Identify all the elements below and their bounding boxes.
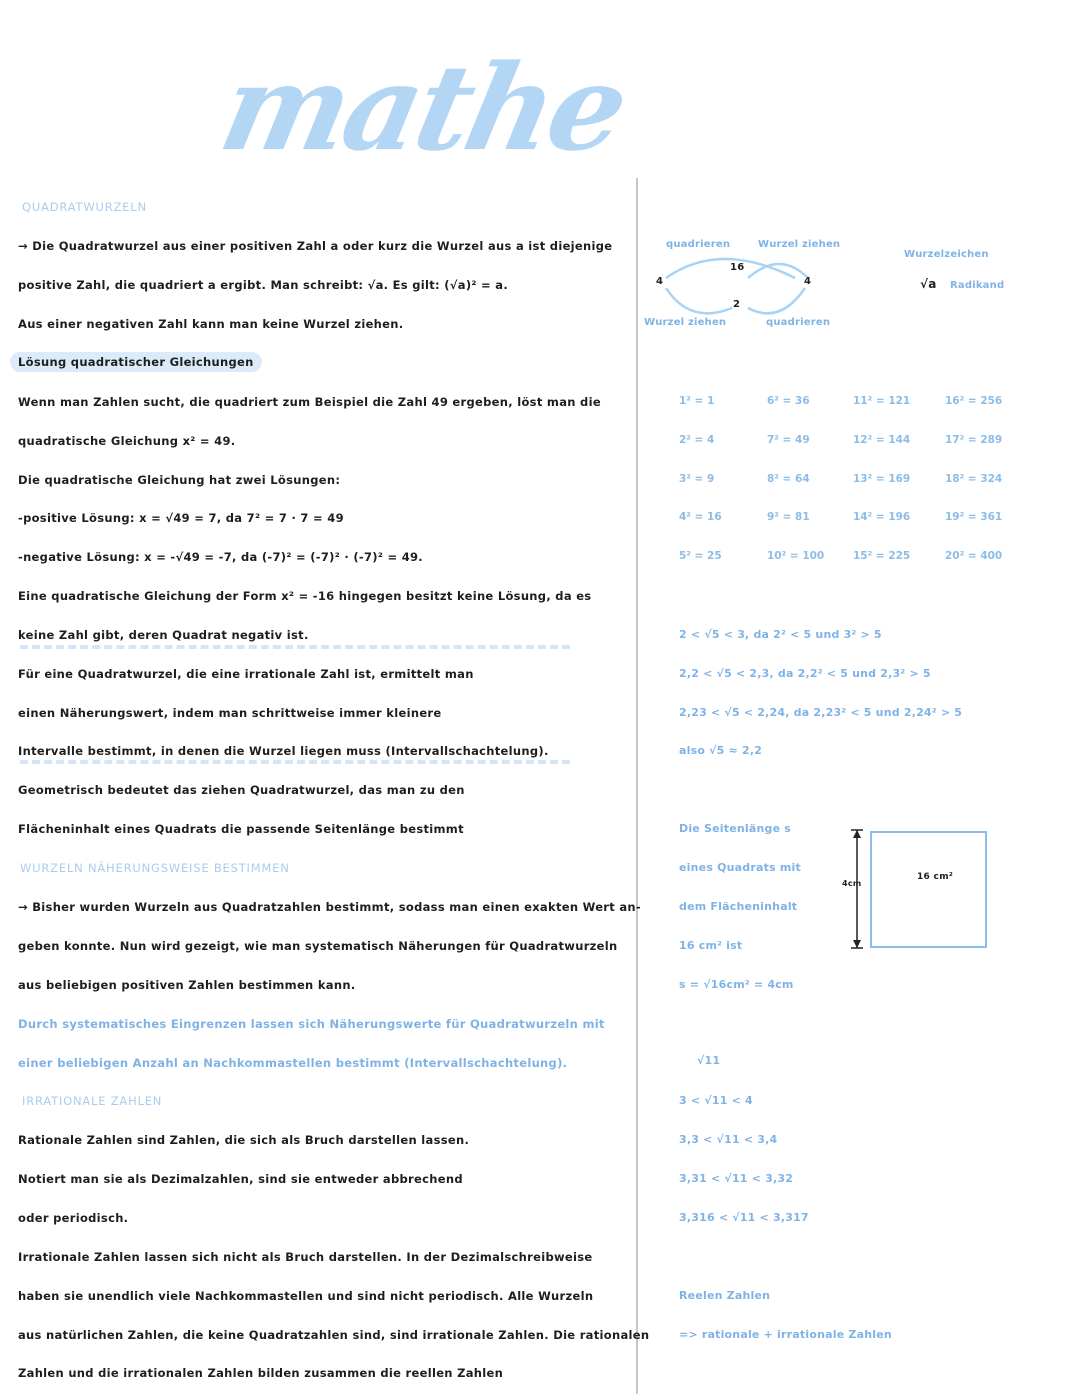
- text-line-17: geben konnte. Nun wird gezeigt, wie man systematisch Näherungen für Quadratwurzeln: [18, 939, 618, 953]
- square-7: 7² = 49: [767, 434, 810, 446]
- heading-loesung-quadratischer-gleichungen: Lösung quadratischer Gleichungen: [10, 352, 262, 372]
- number-16: 16: [730, 262, 745, 273]
- square-figure: [845, 826, 995, 956]
- square-1: 1² = 1: [679, 395, 715, 407]
- square-3: 3² = 9: [679, 473, 715, 485]
- column-divider: [636, 178, 638, 1394]
- square-17: 17² = 289: [945, 434, 1003, 446]
- text-line-16: → Bisher wurden Wurzeln aus Quadratzahlen bestimmt, sodass man einen exakten Wert an-: [18, 900, 641, 914]
- text-line-5: quadratische Gleichung x² = 49.: [18, 434, 236, 448]
- text-line-12: einen Näherungswert, indem man schrittweise immer kleinere: [18, 706, 442, 720]
- square-13: 13² = 169: [853, 473, 911, 485]
- geometry-text-3: dem Flächeninhalt: [679, 900, 798, 913]
- dashed-divider-1: [20, 645, 570, 649]
- square-shape: [871, 832, 986, 947]
- text-line-22: Notiert man sie als Dezimalzahlen, sind sie entweder abbrechend: [18, 1172, 463, 1186]
- geometry-text-1: Die Seitenlänge s: [679, 822, 792, 835]
- square-10: 10² = 100: [767, 550, 825, 562]
- text-line-27: Zahlen und die irrationalen Zahlen bilden zusammen die reellen Zahlen: [18, 1366, 504, 1380]
- text-line-9: Eine quadratische Gleichung der Form x² = -16 hingegen besitzt keine Lösung, da es: [18, 589, 592, 603]
- text-line-24: Irrationale Zahlen lassen sich nicht als Bruch darstellen. In der Dezimalschreibweise: [18, 1250, 593, 1264]
- text-line-13: Intervalle bestimmt, in denen die Wurzel liegen muss (Intervallschachtelung).: [18, 744, 549, 758]
- text-line-18: aus beliebigen positiven Zahlen bestimmen kann.: [18, 978, 356, 992]
- reelle-zahlen-definition: => rationale + irrationale Zahlen: [679, 1328, 892, 1341]
- label-quadrieren-bottom: quadrieren: [766, 317, 831, 328]
- side-length-label: 4cm: [842, 879, 862, 888]
- approx-11-step-2: 3,3 < √11 < 3,4: [679, 1133, 778, 1146]
- approx-5-step-2: 2,2 < √5 < 2,3, da 2,2² < 5 und 2,3² > 5: [679, 667, 931, 680]
- text-line-1: → Die Quadratwurzel aus einer positiven Zahl a oder kurz die Wurzel aus a ist diejenige: [18, 239, 613, 253]
- dashed-divider-2: [20, 760, 570, 764]
- number-4-left: 4: [656, 276, 664, 287]
- text-line-21: Rationale Zahlen sind Zahlen, die sich als Bruch darstellen lassen.: [18, 1133, 470, 1147]
- square-9: 9² = 81: [767, 511, 810, 523]
- page-title: mathe: [210, 38, 637, 177]
- text-line-20: einer beliebigen Anzahl an Nachkommastellen bestimmt (Intervallschachtelung).: [18, 1056, 568, 1070]
- text-line-7: -positive Lösung: x = √49 = 7, da 7² = 7 · 7 = 49: [18, 511, 344, 525]
- arc-quadrieren-bottom: [748, 288, 805, 313]
- approx-5-step-1: 2 < √5 < 3, da 2² < 5 und 3² > 5: [679, 628, 882, 641]
- text-line-19: Durch systematisches Eingrenzen lassen sich Näherungswerte für Quadratwurzeln mit: [18, 1017, 605, 1031]
- area-label: 16 cm²: [917, 872, 954, 882]
- approx-11-step-1: 3 < √11 < 4: [679, 1094, 753, 1107]
- heading-quadratwurzeln: QUADRATWURZELN: [22, 200, 147, 214]
- geometry-text-5: s = √16cm² = 4cm: [679, 978, 794, 991]
- geometry-text-2: eines Quadrats mit: [679, 861, 801, 874]
- text-line-25: haben sie unendlich viele Nachkommastellen und sind nicht periodisch. Alle Wurzeln: [18, 1289, 594, 1303]
- square-18: 18² = 324: [945, 473, 1003, 485]
- text-line-4: Wenn man Zahlen sucht, die quadriert zum Beispiel die Zahl 49 ergeben, löst man die: [18, 395, 601, 409]
- text-line-23: oder periodisch.: [18, 1211, 129, 1225]
- square-4: 4² = 16: [679, 511, 722, 523]
- heading-irrationale-zahlen: IRRATIONALE ZAHLEN: [22, 1094, 163, 1108]
- text-line-2: positive Zahl, die quadriert a ergibt. Man schreibt: √a. Es gilt: (√a)² = a.: [18, 278, 509, 292]
- text-line-3: Aus einer negativen Zahl kann man keine Wurzel ziehen.: [18, 317, 404, 331]
- text-line-8: -negative Lösung: x = -√49 = -7, da (-7)² = (-7)² · (-7)² = 49.: [18, 550, 423, 564]
- heading-wurzeln-naeherungsweise: WURZELN NÄHERUNGSWEISE BESTIMMEN: [20, 861, 290, 875]
- text-line-6: Die quadratische Gleichung hat zwei Lösungen:: [18, 473, 341, 487]
- square-2: 2² = 4: [679, 434, 715, 446]
- label-quadrieren-top: quadrieren: [666, 239, 731, 250]
- approx-11-step-4: 3,316 < √11 < 3,317: [679, 1211, 809, 1224]
- number-4-right: 4: [804, 276, 812, 287]
- root-a-symbol: √a: [920, 277, 937, 291]
- square-5: 5² = 25: [679, 550, 722, 562]
- square-20: 20² = 400: [945, 550, 1003, 562]
- approx-5-result: also √5 ≈ 2,2: [679, 744, 763, 757]
- square-19: 19² = 361: [945, 511, 1003, 523]
- approx-11-head: √11: [697, 1054, 721, 1067]
- square-6: 6² = 36: [767, 395, 810, 407]
- approx-11-step-3: 3,31 < √11 < 3,32: [679, 1172, 794, 1185]
- label-wurzelzeichen: Wurzelzeichen: [904, 249, 989, 260]
- text-line-10: keine Zahl gibt, deren Quadrat negativ ist.: [18, 628, 309, 642]
- square-12: 12² = 144: [853, 434, 911, 446]
- square-16: 16² = 256: [945, 395, 1003, 407]
- text-line-26: aus natürlichen Zahlen, die keine Quadratzahlen sind, sind irrationale Zahlen. Die rationalen: [18, 1328, 650, 1342]
- square-8: 8² = 64: [767, 473, 810, 485]
- number-2: 2: [733, 299, 741, 310]
- arc-wurzel-bottom: [666, 288, 732, 313]
- reelle-zahlen-title: Reelen Zahlen: [679, 1289, 771, 1302]
- label-radikand: Radikand: [950, 280, 1005, 291]
- label-wurzel-ziehen-top: Wurzel ziehen: [758, 239, 841, 250]
- square-15: 15² = 225: [853, 550, 911, 562]
- square-14: 14² = 196: [853, 511, 911, 523]
- text-line-14: Geometrisch bedeutet das ziehen Quadratwurzel, das man zu den: [18, 783, 465, 797]
- text-line-15: Flächeninhalt eines Quadrats die passende Seitenlänge bestimmt: [18, 822, 464, 836]
- label-wurzel-ziehen-bottom: Wurzel ziehen: [644, 317, 727, 328]
- geometry-text-4: 16 cm² ist: [679, 939, 743, 952]
- square-11: 11² = 121: [853, 395, 911, 407]
- text-line-11: Für eine Quadratwurzel, die eine irrationale Zahl ist, ermittelt man: [18, 667, 474, 681]
- approx-5-step-3: 2,23 < √5 < 2,24, da 2,23² < 5 und 2,24² > 5: [679, 706, 963, 719]
